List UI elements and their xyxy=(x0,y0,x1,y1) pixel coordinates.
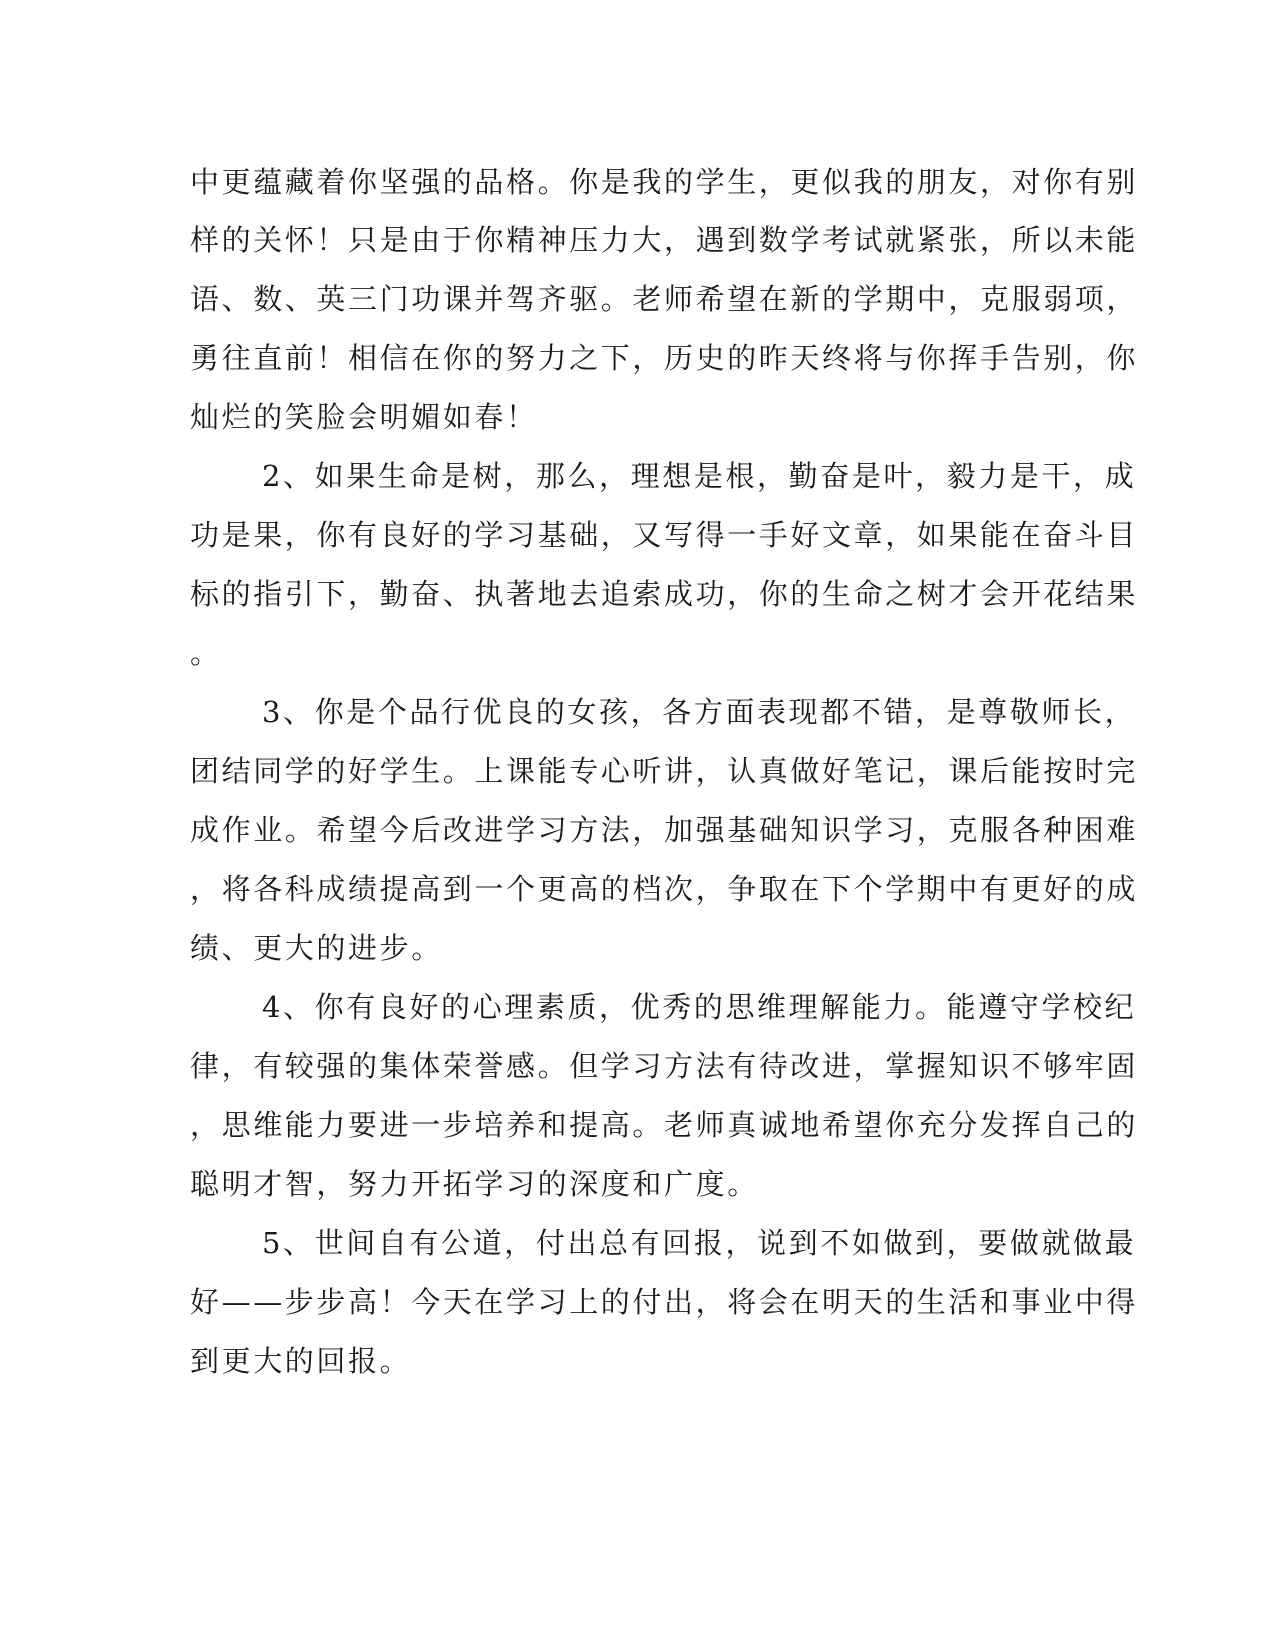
text-line: 中更蕴藏着你坚强的品格。你是我的学生，更似我的朋友，对你有别 xyxy=(190,165,1139,199)
text-line: 到更大的回报。 xyxy=(190,1344,412,1378)
paragraph-2-start: 2、如果生命是树，那么，理想是根，勤奋是叶，毅力是干，成 xyxy=(262,459,1137,493)
text-line: ，将各科成绩提高到一个更高的档次，争取在下个学期中有更好的成 xyxy=(190,872,1139,906)
text-line: 样的关怀！只是由于你精神压力大，遇到数学考试就紧张，所以未能 xyxy=(190,223,1139,257)
text-line: 功是果，你有良好的学习基础，又写得一手好文章，如果能在奋斗目 xyxy=(190,518,1139,552)
paragraph-4-start: 4、你有良好的心理素质，优秀的思维理解能力。能遵守学校纪 xyxy=(262,990,1137,1024)
text-line: 标的指引下，勤奋、执著地去追索成功，你的生命之树才会开花结果 xyxy=(190,577,1139,611)
text-line: 成作业。希望今后改进学习方法，加强基础知识学习，克服各种困难 xyxy=(190,813,1139,847)
text-line: ，思维能力要进一步培养和提高。老师真诚地希望你充分发挥自己的 xyxy=(190,1108,1139,1142)
text-line: 聪明才智，努力开拓学习的深度和广度。 xyxy=(190,1167,759,1201)
text-line: 勇往直前！相信在你的努力之下，历史的昨天终将与你挥手告别，你 xyxy=(190,341,1139,375)
paragraph-3-start: 3、你是个品行优良的女孩，各方面表现都不错，是尊敬师长， xyxy=(262,695,1137,729)
text-line: 语、数、英三门功课并驾齐驱。老师希望在新的学期中，克服弱项， xyxy=(190,282,1139,316)
text-line: 。 xyxy=(190,636,222,670)
text-line: 律，有较强的集体荣誉感。但学习方法有待改进，掌握知识不够牢固 xyxy=(190,1049,1139,1083)
paragraph-5-start: 5、世间自有公道，付出总有回报，说到不如做到，要做就做最 xyxy=(262,1226,1137,1260)
text-line: 绩、更大的进步。 xyxy=(190,931,443,965)
text-line: 灿烂的笑脸会明媚如春！ xyxy=(190,400,538,434)
text-line: 团结同学的好学生。上课能专心听讲，认真做好笔记，课后能按时完 xyxy=(190,754,1139,788)
text-line: 好——步步高！今天在学习上的付出，将会在明天的生活和事业中得 xyxy=(190,1285,1139,1319)
